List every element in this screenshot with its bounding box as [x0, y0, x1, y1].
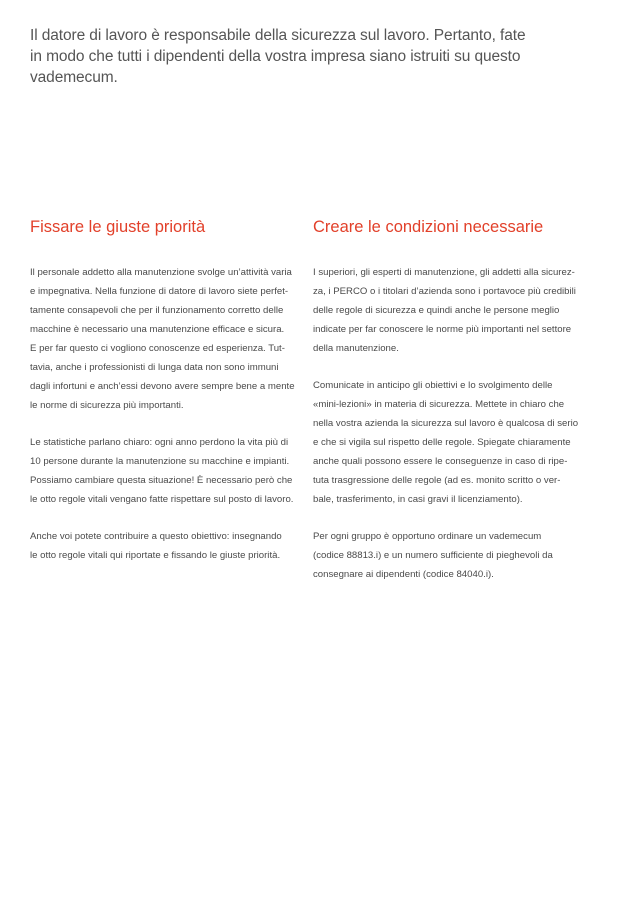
text-line: (codice 88813.i) e un numero sufficiente di pieghevoli da	[313, 550, 553, 561]
text-line: I superiori, gli esperti di manutenzione, gli addetti alla sicurez-	[313, 267, 575, 278]
right-body	[313, 263, 603, 584]
right-paragraph-2	[313, 376, 603, 509]
text-line: dagli infortuni e anch’essi devono avere sempre bene a mente	[30, 381, 295, 392]
left-paragraph-1	[30, 263, 320, 415]
left-heading: Fissare le giuste priorità	[30, 218, 206, 236]
text-line: «mini-lezioni» in materia di sicurezza. Mettete in chiaro che	[313, 399, 565, 410]
text-line: Le statistiche parlano chiaro: ogni anno perdono la vita più di	[30, 437, 289, 448]
text-line: Per ogni gruppo è opportuno ordinare un vademecum	[313, 531, 542, 542]
text-line: e che si vigila sul rispetto delle regole. Spiegate chiaramente	[313, 437, 571, 448]
text-line: delle regole di sicurezza e quindi anche le persone meglio	[313, 305, 560, 316]
text-line: tavia, anche i professionisti di lunga data non sono immuni	[30, 362, 279, 373]
left-column	[30, 216, 320, 583]
intro-line: Il datore di lavoro è responsabile della sicurezza sul lavoro. Pertanto, fate	[30, 27, 526, 44]
text-line: tuta trasgressione delle regole (ad es. monito scritto o ver-	[313, 475, 561, 486]
left-paragraph-2	[30, 433, 320, 509]
intro-line: in modo che tutti i dipendenti della vostra impresa siano istruiti su questo	[30, 48, 521, 65]
text-line: tamente consapevoli che per il funzionamento corretto delle	[30, 305, 284, 316]
text-line: Possiamo cambiare questa situazione! È necessario però che	[30, 475, 293, 486]
left-body	[30, 263, 320, 565]
text-line: le otto regole vitali qui riportate e fissando le giuste priorità.	[30, 550, 281, 561]
intro-line: vademecum.	[30, 69, 118, 86]
text-line: 10 persone durante la manutenzione su macchine e impianti.	[30, 456, 290, 467]
text-line: le otto regole vitali vengano fatte rispettare sul posto di lavoro.	[30, 494, 294, 505]
text-line: Comunicate in anticipo gli obiettivi e lo svolgimento delle	[313, 380, 553, 391]
text-line: consegnare ai dipendenti (codice 84040.i).	[313, 569, 494, 580]
text-line: bale, trasferimento, in casi gravi il licenziamento).	[313, 494, 523, 505]
text-line: anche quali possono essere le conseguenze in caso di ripe-	[313, 456, 568, 467]
text-line: le norme di sicurezza più importanti.	[30, 400, 184, 411]
text-line: macchine è necessario una manutenzione efficace e sicura.	[30, 324, 285, 335]
right-paragraph-1	[313, 263, 603, 358]
text-line: e impegnativa. Nella funzione di datore di lavoro siete perfet-	[30, 286, 289, 297]
text-line: Anche voi potete contribuire a questo obiettivo: insegnando	[30, 531, 282, 542]
text-line: Il personale addetto alla manutenzione svolge un’attività varia	[30, 267, 292, 278]
intro-text	[30, 25, 615, 88]
right-column	[313, 216, 603, 602]
right-heading: Creare le condizioni necessarie	[313, 218, 544, 236]
text-line: indicate per far conoscere le norme più importanti nel settore	[313, 324, 572, 335]
left-paragraph-3	[30, 527, 320, 565]
text-line: za, i PERCO o i titolari d’azienda sono i portavoce più credibili	[313, 286, 576, 297]
text-line: E per far questo ci vogliono conoscenze ed esperienza. Tut-	[30, 343, 285, 354]
text-line: della manutenzione.	[313, 343, 399, 354]
right-paragraph-3	[313, 527, 603, 584]
text-line: nella vostra azienda la sicurezza sul lavoro è qualcosa di serio	[313, 418, 579, 429]
